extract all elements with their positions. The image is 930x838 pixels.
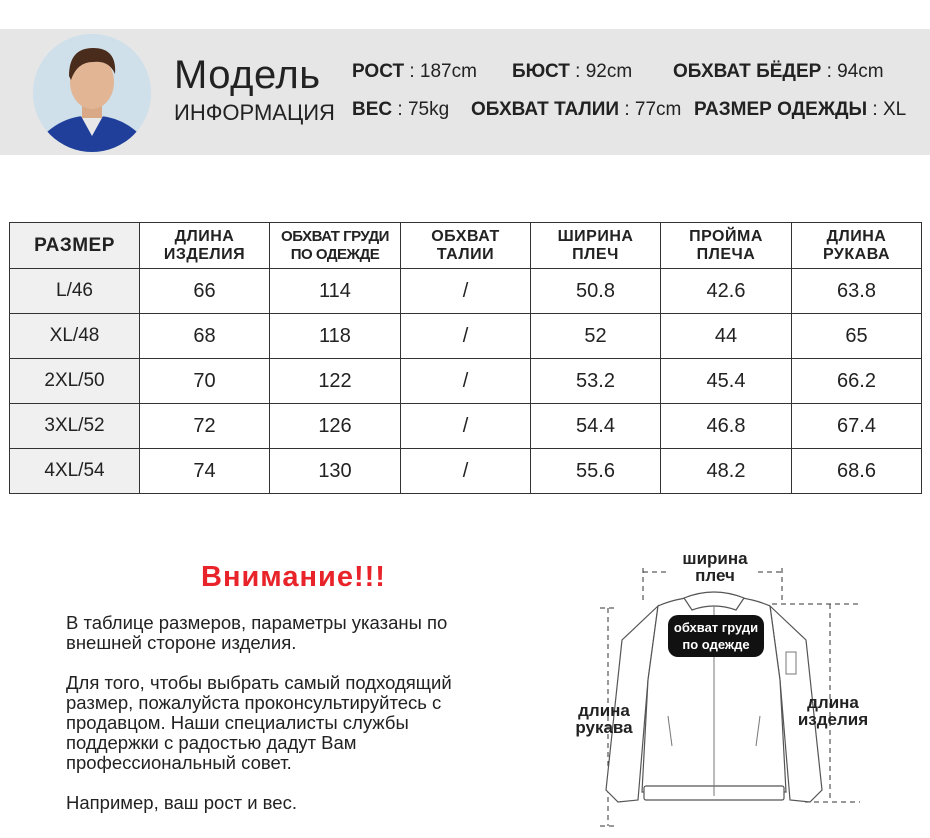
notice-line: размер, пожалуйста проконсультируйтесь с xyxy=(66,692,442,713)
stat-bust: БЮСТ : 92cm xyxy=(512,61,633,82)
header-sleeve-length xyxy=(792,223,922,269)
label-sleeve-length xyxy=(564,702,644,736)
stat-label: ОБХВАТ ТАЛИИ xyxy=(471,99,620,120)
table-cell: 70 xyxy=(140,359,270,404)
header-line: РАЗМЕР xyxy=(34,234,115,256)
table-cell: 74 xyxy=(140,449,270,494)
label-body-length xyxy=(792,694,874,728)
label-line: длина xyxy=(578,701,630,720)
label-line: рукава xyxy=(575,718,633,737)
label-line: изделия xyxy=(797,710,869,729)
table-cell: 42.6 xyxy=(661,269,792,314)
notice-line: Например, ваш рост и вес. xyxy=(66,792,297,813)
table-cell: 45.4 xyxy=(661,359,792,404)
header-length xyxy=(140,223,270,269)
stat-label: РОСТ xyxy=(352,61,405,82)
attention-title: Внимание!!! xyxy=(201,561,386,593)
model-info-banner xyxy=(0,29,930,155)
size-table xyxy=(9,222,922,494)
table-cell: 122 xyxy=(270,359,401,404)
table-cell: 48.2 xyxy=(661,449,792,494)
notice-paragraph-3 xyxy=(66,793,526,813)
header-line: РУКАВА xyxy=(822,245,891,263)
table-cell: 67.4 xyxy=(792,404,922,449)
stat-value: XL xyxy=(882,99,907,120)
header-line: ПЛЕЧ xyxy=(572,245,619,263)
stat-value: 75kg xyxy=(407,99,450,120)
label-line: плеч xyxy=(695,566,735,585)
model-portrait-icon xyxy=(33,34,151,152)
jacket-measurement-diagram xyxy=(560,540,930,838)
table-row xyxy=(10,359,922,404)
size-cell: XL/48 xyxy=(10,314,140,359)
stat-value: 187cm xyxy=(419,61,477,82)
stat-waist: ОБХВАТ ТАЛИИ : 77cm xyxy=(471,99,682,120)
stat-value: 92cm xyxy=(585,61,633,82)
table-cell: 54.4 xyxy=(531,404,661,449)
header-line: ОБХВАТ xyxy=(431,227,500,245)
size-cell: 2XL/50 xyxy=(10,359,140,404)
table-cell: / xyxy=(401,314,531,359)
header-waist xyxy=(401,223,531,269)
table-cell: 68 xyxy=(140,314,270,359)
notice-line: Для того, чтобы выбрать самый подходящий xyxy=(66,672,452,693)
table-cell: 63.8 xyxy=(792,269,922,314)
stat-value: 77cm xyxy=(634,99,682,120)
stat-clothing-size: РАЗМЕР ОДЕЖДЫ : XL xyxy=(694,99,907,120)
table-cell: 130 xyxy=(270,449,401,494)
table-cell: 114 xyxy=(270,269,401,314)
jacket-outline-icon xyxy=(560,540,930,838)
stat-label: РАЗМЕР ОДЕЖДЫ xyxy=(694,99,868,120)
model-title: Модель xyxy=(174,53,321,97)
size-cell: 3XL/52 xyxy=(10,404,140,449)
stat-label: ВЕС xyxy=(352,99,393,120)
header-chest xyxy=(270,223,401,269)
table-cell: 44 xyxy=(661,314,792,359)
table-cell: 118 xyxy=(270,314,401,359)
header-line: ПЛЕЧА xyxy=(696,245,756,263)
stat-label: БЮСТ xyxy=(512,61,570,82)
notice-paragraph-1 xyxy=(66,613,526,653)
table-cell: 65 xyxy=(792,314,922,359)
table-cell: 46.8 xyxy=(661,404,792,449)
notice-line: профессиональный совет. xyxy=(66,752,292,773)
table-row xyxy=(10,404,922,449)
header-line: ТАЛИИ xyxy=(436,245,495,263)
table-cell: / xyxy=(401,449,531,494)
stat-height: РОСТ : 187cm xyxy=(352,61,477,82)
table-cell: 52 xyxy=(531,314,661,359)
table-cell: 66.2 xyxy=(792,359,922,404)
notice-line: поддержки с радостью дадут Вам xyxy=(66,732,357,753)
header-line: ИЗДЕЛИЯ xyxy=(163,245,246,263)
stat-label: ОБХВАТ БЁДЕР xyxy=(673,61,822,82)
header-shoulder-width xyxy=(531,223,661,269)
table-cell: 126 xyxy=(270,404,401,449)
size-cell: L/46 xyxy=(10,269,140,314)
header-armhole xyxy=(661,223,792,269)
table-cell: / xyxy=(401,404,531,449)
table-row xyxy=(10,269,922,314)
table-cell: 55.6 xyxy=(531,449,661,494)
stat-value: 94cm xyxy=(837,61,884,82)
header-line: ПО ОДЕЖДЕ xyxy=(290,245,380,263)
header-line: ШИРИНА xyxy=(557,227,634,245)
table-row xyxy=(10,314,922,359)
header-line: ДЛИНА xyxy=(826,227,887,245)
label-chest-circumference xyxy=(668,615,764,657)
notice-paragraph-2 xyxy=(66,673,526,773)
label-shoulder-width xyxy=(660,550,770,584)
model-subtitle: ИНФОРМАЦИЯ xyxy=(174,100,335,125)
header-line: ПРОЙМА xyxy=(689,227,763,245)
table-header-row xyxy=(10,223,922,269)
table-cell: 72 xyxy=(140,404,270,449)
stat-hips: ОБХВАТ БЁДЕР : 94cm xyxy=(673,61,884,82)
notice-line: В таблице размеров, параметры указаны по xyxy=(66,612,448,633)
header-line: ОБХВАТ ГРУДИ xyxy=(281,227,389,245)
table-cell: 68.6 xyxy=(792,449,922,494)
table-row xyxy=(10,449,922,494)
model-avatar xyxy=(33,34,151,152)
label-line: по одежде xyxy=(682,637,750,652)
label-line: ширина xyxy=(682,549,748,568)
table-cell: / xyxy=(401,269,531,314)
label-line: длина xyxy=(807,693,859,712)
table-cell: 53.2 xyxy=(531,359,661,404)
stat-weight: ВЕС : 75kg xyxy=(352,99,450,120)
label-line: обхват груди xyxy=(673,620,759,635)
notice-line: внешней стороне изделия. xyxy=(66,632,297,653)
header-size xyxy=(10,223,140,269)
table-cell: / xyxy=(401,359,531,404)
header-line: ДЛИНА xyxy=(174,227,235,245)
notice-line: продавцом. Наши специалисты службы xyxy=(66,712,409,733)
table-cell: 66 xyxy=(140,269,270,314)
table-cell: 50.8 xyxy=(531,269,661,314)
size-cell: 4XL/54 xyxy=(10,449,140,494)
